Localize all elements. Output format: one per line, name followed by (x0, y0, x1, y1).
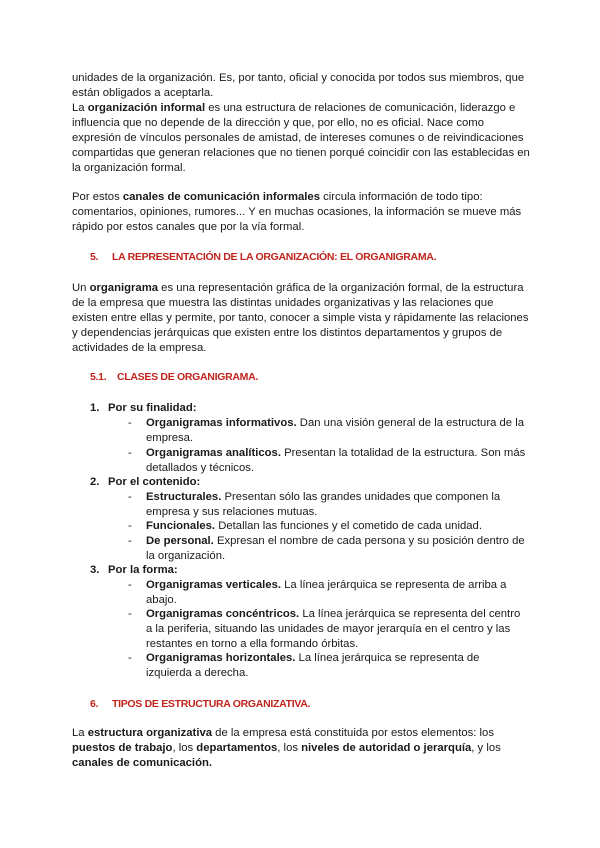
bullet-text (146, 578, 528, 608)
bold-term: Organigramas analíticos. (146, 447, 281, 459)
bold-term: canales de comunicación informales (122, 191, 320, 203)
bold-term: canales de comunicación. (72, 757, 213, 769)
text: Por estos (72, 191, 123, 203)
bold-term: Organigramas concéntricos. (146, 608, 300, 620)
bold-term: Organigramas informativos. (146, 417, 297, 429)
paragraph-structure-elements (72, 726, 532, 771)
heading-number: 5.1. (90, 371, 107, 383)
bold-term: estructura organizativa (87, 727, 213, 739)
list-number: 3. (90, 564, 100, 576)
text: La (72, 102, 88, 114)
bold-term: departamentos (196, 742, 278, 754)
text: , y los (471, 742, 501, 754)
bold-term: organización informal (87, 102, 206, 114)
text: de la empresa está constituida por estos elementos: los (212, 727, 494, 739)
text: , los (172, 742, 197, 754)
text: unidades de la organización. Es, por tanto, oficial y conocida por todos sus miembros, que están obligados a aceptarla. (72, 72, 525, 99)
list-item-purpose (90, 401, 197, 416)
bold-term: puestos de trabajo (72, 742, 173, 754)
list-item-content (90, 475, 200, 490)
list-label: Por la forma: (108, 564, 178, 576)
section-heading-6 (90, 697, 310, 712)
text: Un (72, 282, 90, 294)
list-item-form (90, 563, 178, 578)
dash: - (128, 447, 132, 459)
paragraph-organigram-definition (72, 281, 532, 356)
text: Presentan sólo las grandes unidades que componen la empresa y sus relaciones mutuas. (146, 491, 501, 518)
dash: - (128, 535, 132, 547)
text: circula información de todo tipo: comentarios, opiniones, rumores... Y en muchas ocasiones, la información se mueve más rápido por estos canales que por la vía formal. (72, 191, 522, 233)
bullet-text (146, 446, 528, 476)
text: La línea jerárquica se representa de izquierda a derecha. (146, 652, 480, 679)
bullet-text (146, 519, 528, 534)
text: Presentan la totalidad de la estructura. Son más detallados y técnicos. (146, 447, 526, 474)
bold-term: De personal. (146, 535, 214, 547)
section-heading-5-1 (90, 370, 258, 385)
list-label: Por el contenido: (108, 476, 201, 488)
bullet-text (146, 416, 528, 446)
text: es una estructura de relaciones de comunicación, liderazgo e influencia que no depende de la dirección y que, por ello, no es oficial. Nace como expresión de vínculos personales de amistad, de intereses comunes o de reivindicaciones compartidas que generan relaciones que no tienen porqué coincidir con las establecidas en la organización formal. (72, 102, 530, 174)
bullet-text (146, 490, 528, 520)
text: , los (277, 742, 302, 754)
heading-title: TIPOS DE ESTRUCTURA ORGANIZATIVA. (112, 698, 311, 710)
text: La línea jerárquica se representa del centro a la periferia, situando las unidades de mayor jerarquía en el centro y las restantes en torno a ella formando órbitas. (146, 608, 521, 650)
list-number: 2. (90, 476, 100, 488)
bullet-text (146, 607, 528, 652)
heading-title: CLASES DE ORGANIGRAMA. (117, 371, 258, 383)
list-number: 1. (90, 402, 100, 414)
text: Detallan las funciones y el cometido de cada unidad. (215, 520, 482, 532)
dash: - (128, 491, 132, 503)
bold-term: Organigramas horizontales. (146, 652, 296, 664)
list-label: Por su finalidad: (108, 402, 197, 414)
text: Expresan el nombre de cada persona y su posición dentro de la organización. (146, 535, 525, 562)
heading-title: LA REPRESENTACIÓN DE LA ORGANIZACIÓN: EL ORGANIGRAMA. (112, 251, 437, 263)
section-heading-5 (90, 250, 436, 265)
text: Dan una visión general de la estructura de la empresa. (146, 417, 525, 444)
text: La línea jerárquica se representa de arriba a abajo. (146, 579, 507, 606)
dash: - (128, 579, 132, 591)
dash: - (128, 608, 132, 620)
bold-term: Organigramas verticales. (146, 579, 282, 591)
heading-number: 6. (90, 698, 99, 710)
bold-term: Estructurales. (146, 491, 222, 503)
bullet-text (146, 534, 528, 564)
bold-term: niveles de autoridad o jerarquía (301, 742, 472, 754)
heading-number: 5. (90, 251, 99, 263)
text: La (72, 727, 88, 739)
paragraph-formal-organization (72, 71, 532, 176)
dash: - (128, 417, 132, 429)
bold-term: Funcionales. (146, 520, 216, 532)
bold-term: organigrama (89, 282, 159, 294)
paragraph-informal-channels (72, 190, 532, 235)
dash: - (128, 520, 132, 532)
text: es una representación gráfica de la organización formal, de la estructura de la empresa que muestra las distintas unidades organizativas y las relaciones que existen entre ellas y permite, por tanto, conocer a simple vista y rápidamente las relaciones y dependencias jerárquicas que existen entre los distintos departamentos y grupos de actividades de la empresa. (72, 282, 529, 354)
dash: - (128, 652, 132, 664)
bullet-text (146, 651, 528, 681)
